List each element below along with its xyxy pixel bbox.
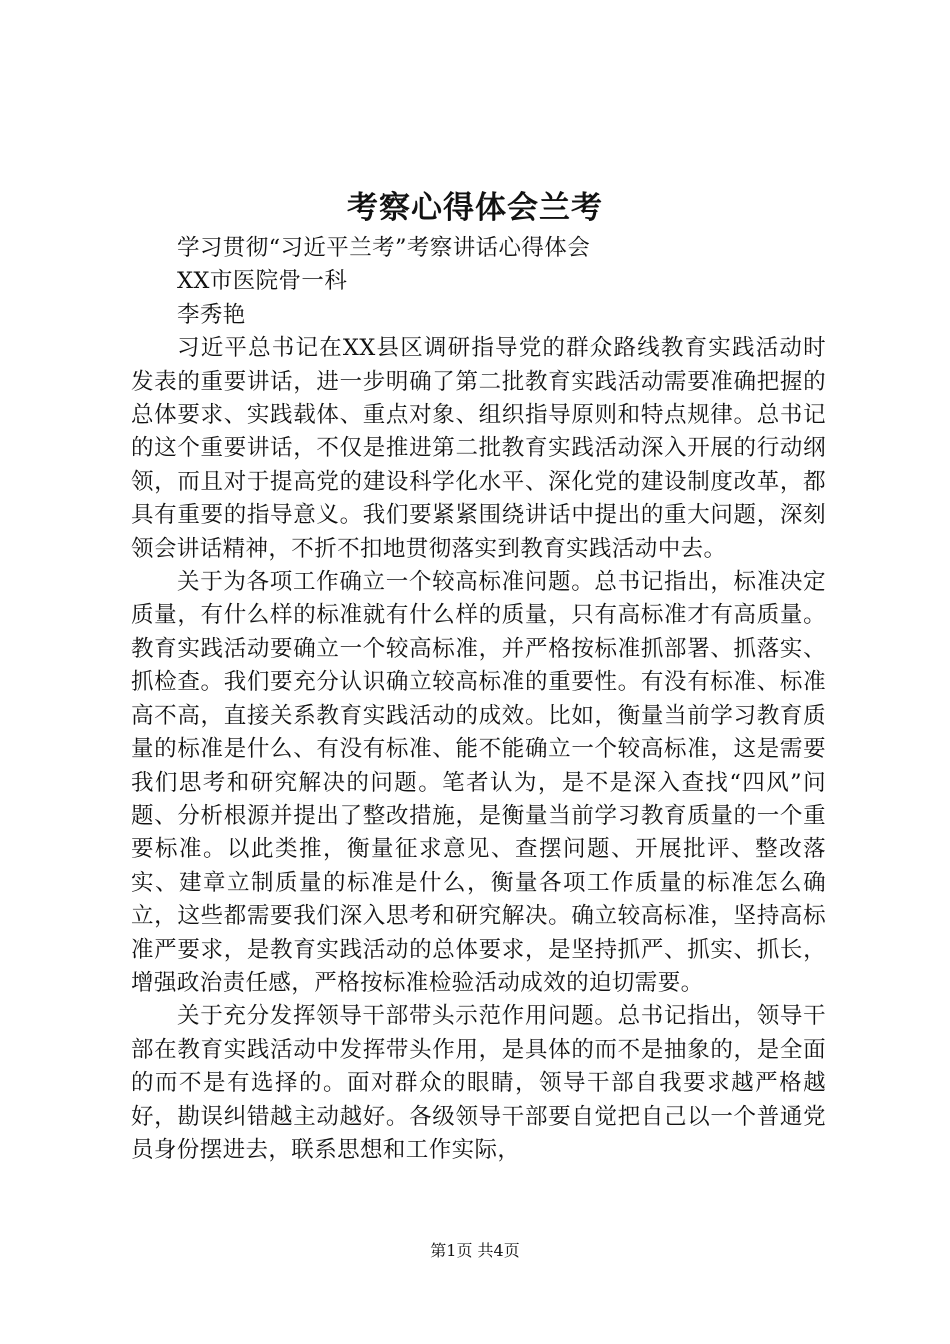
- page-footer: 第1页 共4页: [430, 1241, 520, 1260]
- paragraph-2: 关于为各项工作确立一个较高标准问题。总书记指出，标准决定质量，有什么样的标准就有什么样的质量，只有高标准才有高质量。教育实践活动要确立一个较高标准，并严格按标准抓部署、抓落实、抓检查。我们要充分认识确立较高标准的重要性。有没有标准、标准高不高，直接关系教育实践活动的成效。比如，衡量当前学习教育质量的标准是什么、有没有标准、能不能确立一个较高标准，这是需要我们思考和研究解决的问题。笔者认为，是不是深入查找“四风”问题、分析根源并提出了整改措施，是衡量当前学习教育质量的一个重要标准。以此类推，衡量征求意见、查摆问题、开展批评、整改落实、建章立制质量的标准是什么，衡量各项工作质量的标准怎么确立，这些都需要我们深入思考和研究解决。确立较高标准，坚持高标准严要求，是教育实践活动的总体要求，是坚持抓严、抓实、抓长，增强政治责任感，严格按标准检验活动成效的迫切需要。: [131, 569, 826, 996]
- subtitle: 学习贯彻“习近平兰考”考察讲话心得体会: [177, 235, 591, 261]
- paragraph-3: 关于充分发挥领导干部带头示范作用问题。总书记指出，领导干部在教育实践活动中发挥带头作用，是具体的而不是抽象的，是全面的而不是有选择的。面对群众的眼睛，领导干部自我要求越严格越好，勘误纠错越主动越好。各级领导干部要自觉把自己以一个普通党员身份摆进去，联系思想和工作实际，: [131, 1003, 826, 1163]
- document-body: [131, 232, 826, 1167]
- document-title: 考察心得体会兰考: [347, 190, 603, 226]
- author: 李秀艳: [177, 301, 246, 328]
- organization: XX市医院骨一科: [177, 268, 348, 295]
- paragraph-1: 习近平总书记在XX县区调研指导党的群众路线教育实践活动时发表的重要讲话，进一步明确了第二批教育实践活动需要准确把握的总体要求、实践载体、重点对象、组织指导原则和特点规律。总书记的这个重要讲话，不仅是推进第二批教育实践活动深入开展的行动纲领，而且对于提高党的建设科学化水平、深化党的建设制度改革，都具有重要的指导意义。我们要紧紧围绕讲话中提出的重大问题，深刻领会讲话精神，不折不扣地贯彻落实到教育实践活动中去。: [131, 335, 826, 562]
